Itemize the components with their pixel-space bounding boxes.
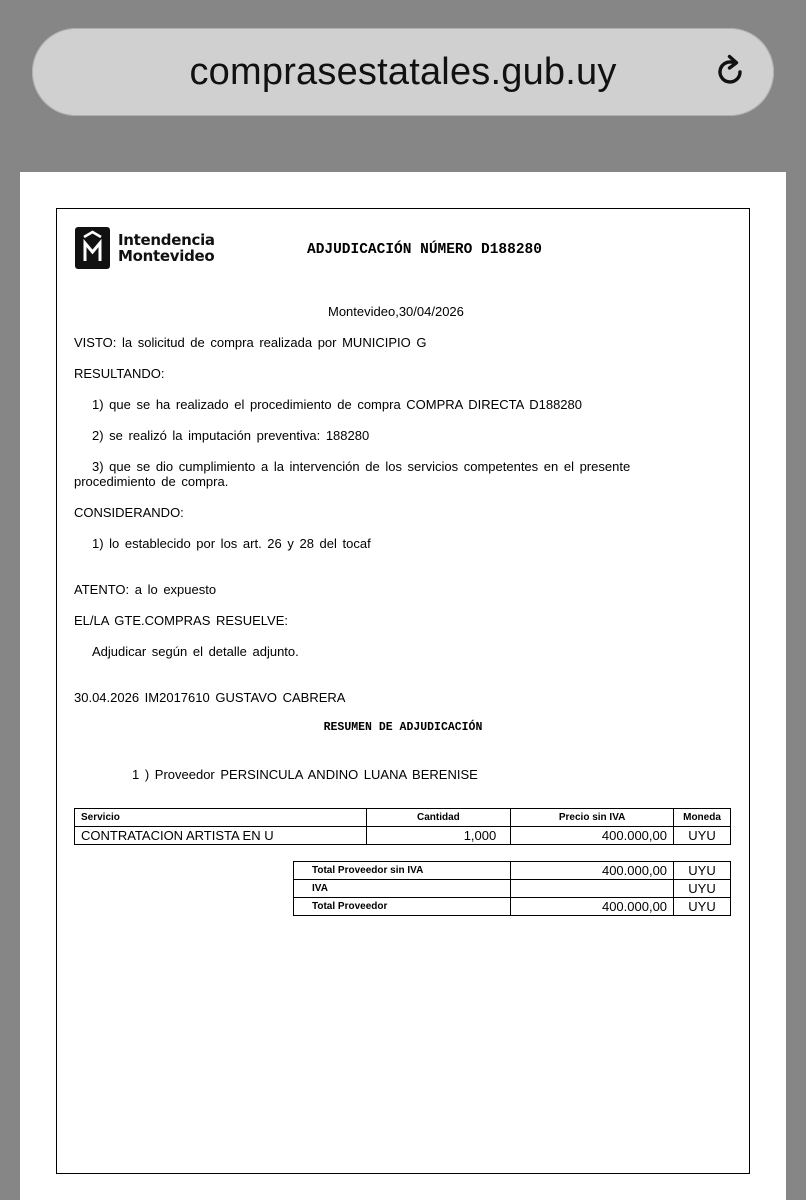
- resultando-item-1: 1) que se ha realizado el procedimiento de compra COMPRA DIRECTA D188280: [92, 397, 582, 412]
- adjudicar-text: Adjudicar según el detalle adjunto.: [92, 644, 299, 659]
- totals-table: [293, 861, 731, 916]
- atento-text: ATENTO: a lo expuesto: [74, 582, 217, 597]
- resuelve-text: EL/LA GTE.COMPRAS RESUELVE:: [74, 613, 288, 628]
- considerando-item-1: 1) lo establecido por los art. 26 y 28 del tocaf: [92, 536, 371, 551]
- logo-line-1: Intendencia: [118, 231, 215, 249]
- considerando-label: CONSIDERANDO:: [74, 505, 184, 520]
- reload-icon[interactable]: [710, 52, 750, 92]
- column-header: Precio sin IVA: [511, 809, 674, 827]
- totals-row: [294, 880, 731, 898]
- totals-row: [294, 862, 731, 880]
- address-bar[interactable]: [32, 28, 774, 116]
- intendencia-logo: [75, 227, 215, 269]
- table-row: [75, 827, 731, 845]
- resumen-title: RESUMEN DE ADJUDICACIÓN: [323, 721, 483, 734]
- cantidad-cell: 1,000: [366, 827, 511, 845]
- signature-line: 30.04.2026 IM2017610 GUSTAVO CABRERA: [74, 690, 346, 705]
- resultando-item-3: 3) que se dio cumplimiento a la intervención de los servicios competentes en el presente: [92, 459, 631, 474]
- totals-row: [294, 898, 731, 916]
- logo-text: [118, 232, 215, 264]
- totals-label: Total Proveedor: [294, 898, 511, 916]
- table-header-row: [75, 809, 731, 827]
- totals-label: Total Proveedor sin IVA: [294, 862, 511, 880]
- resultando-item-2: 2) se realizó la imputación preventiva: 188280: [92, 428, 370, 443]
- totals-moneda: UYU: [674, 880, 731, 898]
- totals-value: [511, 880, 674, 898]
- column-header: Moneda: [674, 809, 731, 827]
- resultando-item-3-cont: procedimiento de compra.: [74, 474, 229, 489]
- visto-text: VISTO: la solicitud de compra realizada por MUNICIPIO G: [74, 335, 427, 350]
- totals-value: 400.000,00: [511, 898, 674, 916]
- url-text[interactable]: comprasestatales.gub.uy: [189, 51, 617, 93]
- document-title: ADJUDICACIÓN NÚMERO D188280: [307, 242, 542, 258]
- document-frame: [56, 208, 750, 1174]
- logo-line-2: Montevideo: [118, 247, 215, 265]
- logo-mark-icon: [75, 227, 110, 269]
- resultando-label: RESULTANDO:: [74, 366, 165, 381]
- column-header: Cantidad: [366, 809, 511, 827]
- servicio-cell: CONTRATACION ARTISTA EN U: [75, 827, 367, 845]
- totals-moneda: UYU: [674, 862, 731, 880]
- proveedor-line: 1 ) Proveedor PERSINCULA ANDINO LUANA BERENISE: [132, 767, 478, 782]
- totals-moneda: UYU: [674, 898, 731, 916]
- totals-value: 400.000,00: [511, 862, 674, 880]
- place-date: Montevideo,30/04/2026: [328, 304, 464, 319]
- adjudicacion-table: [74, 808, 731, 845]
- totals-label: IVA: [294, 880, 511, 898]
- document-page: [20, 172, 786, 1200]
- moneda-cell: UYU: [674, 827, 731, 845]
- column-header: Servicio: [75, 809, 367, 827]
- precio-cell: 400.000,00: [511, 827, 674, 845]
